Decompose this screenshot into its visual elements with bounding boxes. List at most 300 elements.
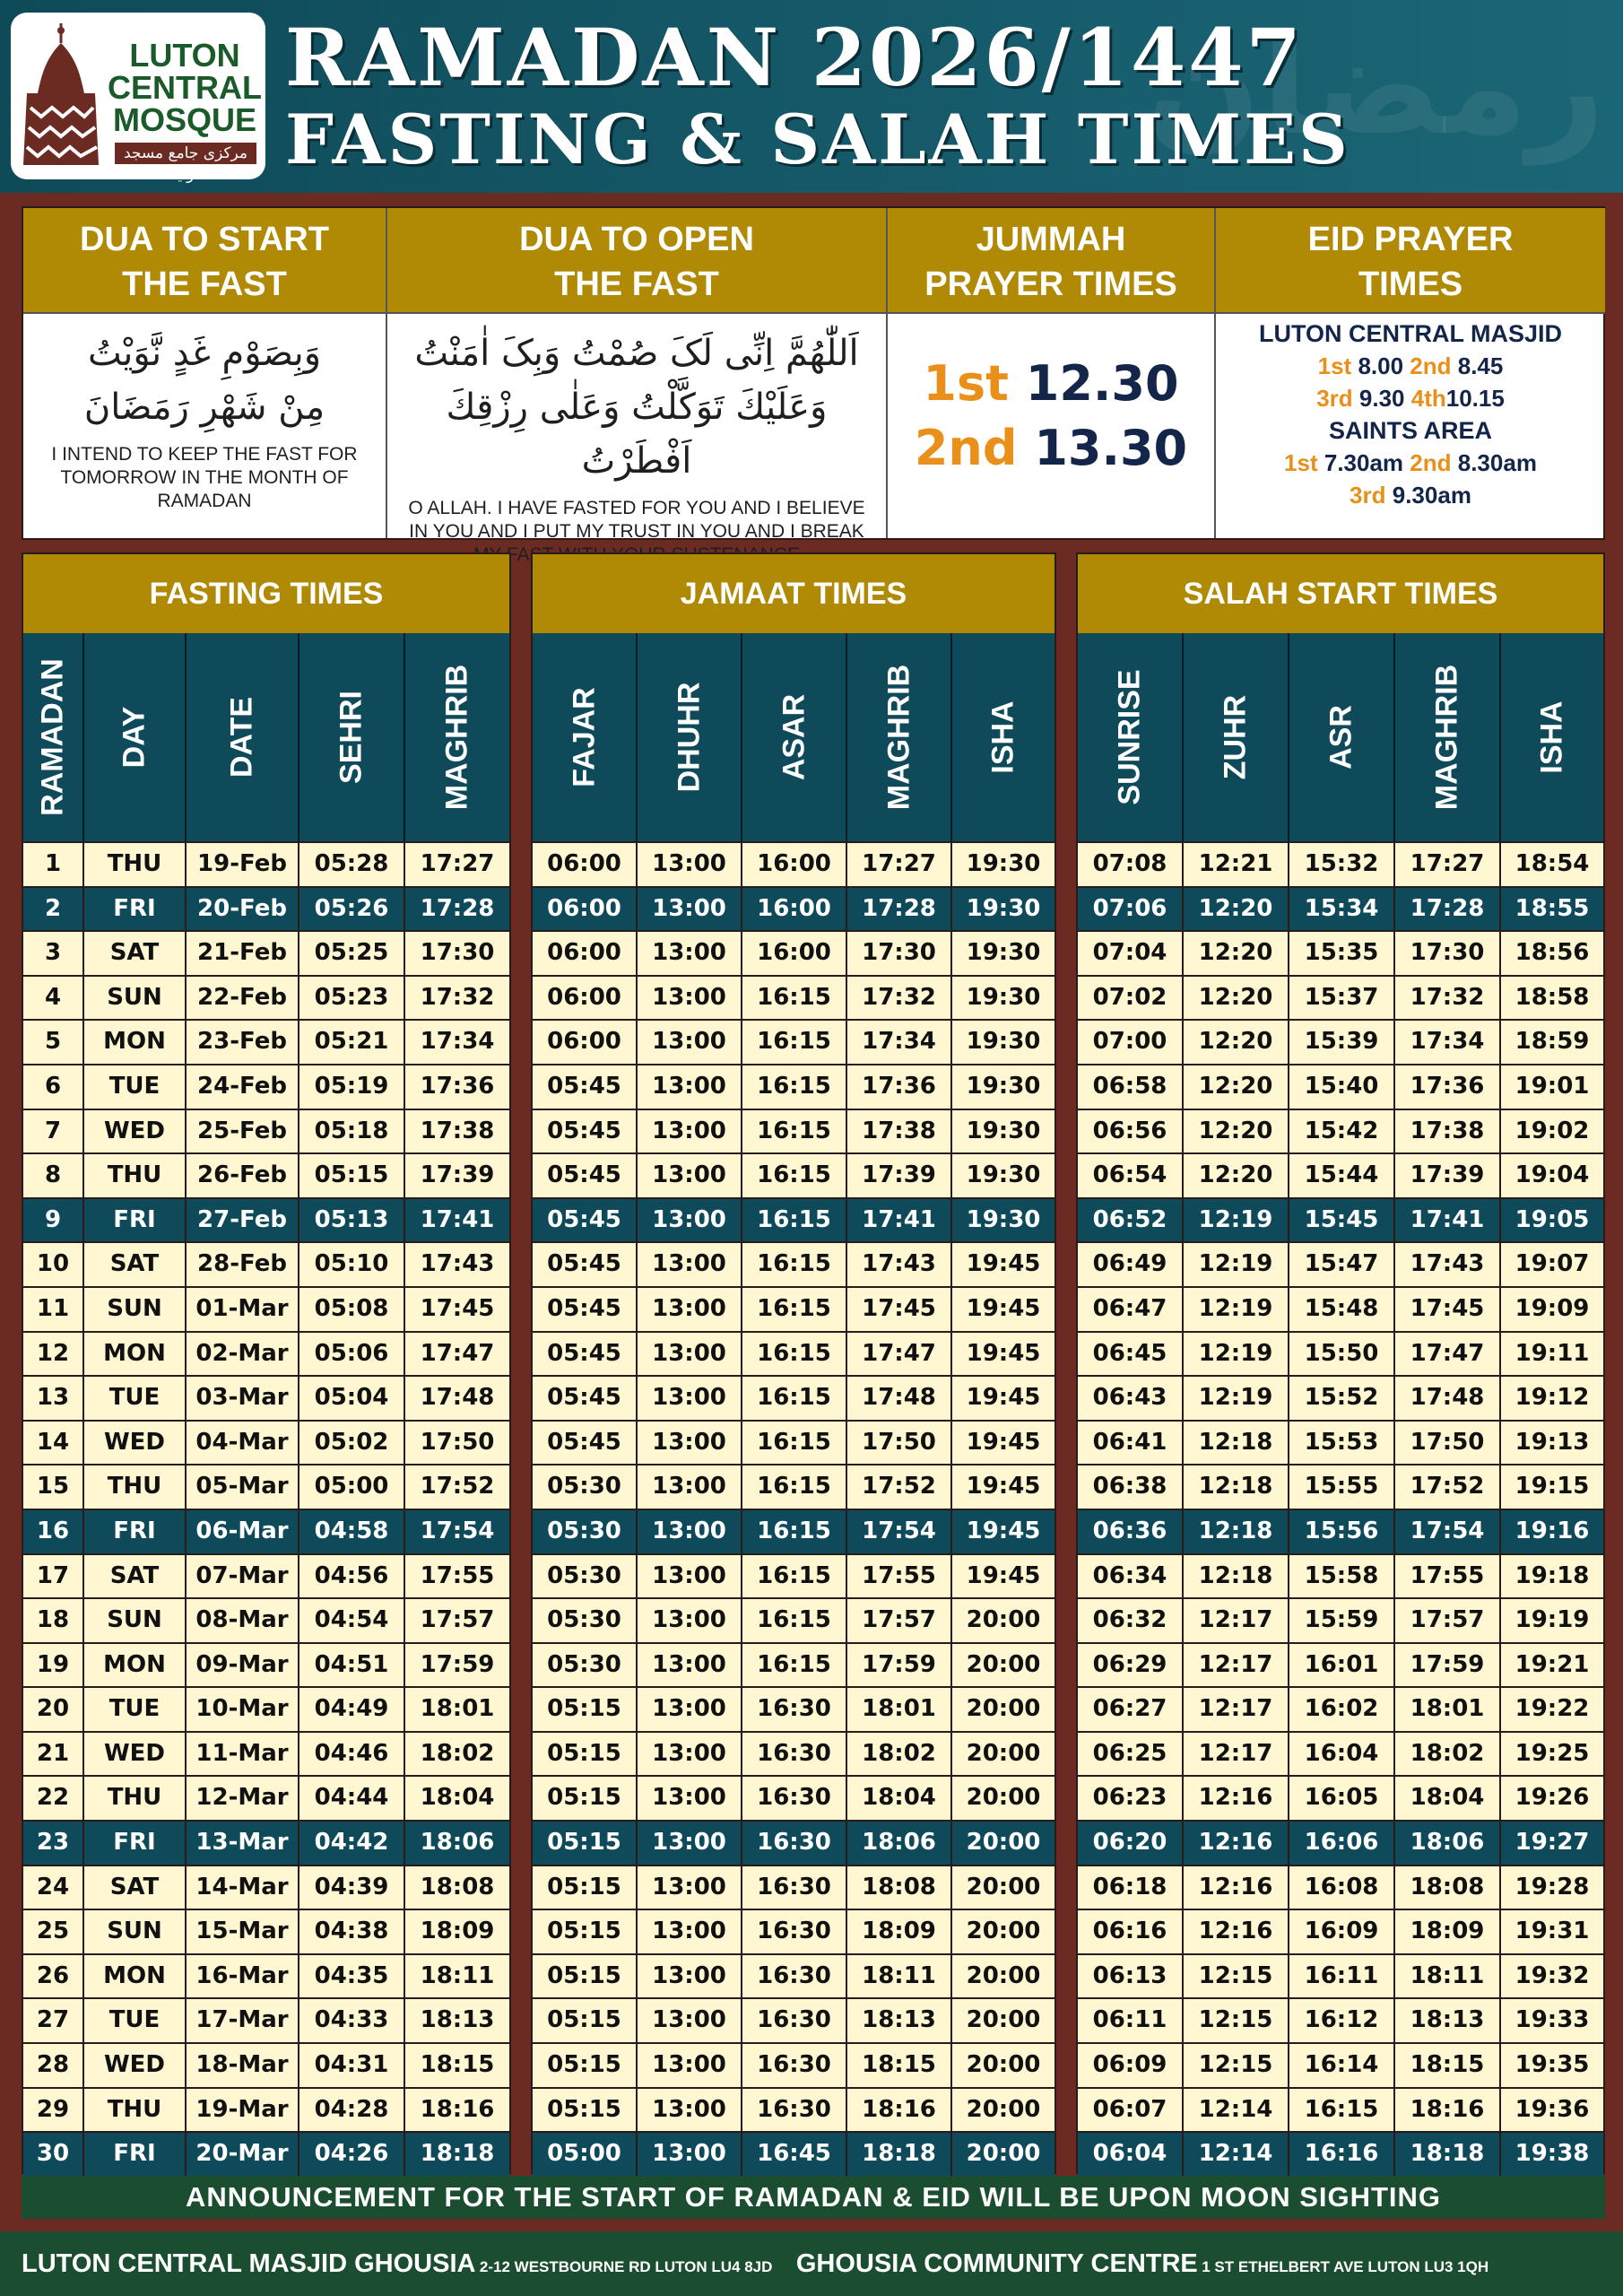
fasting-rows — [23, 841, 509, 2176]
jamaat-cell: 19:30 — [966, 894, 1041, 922]
salah-cell: 06:07 — [1078, 2089, 1184, 2132]
fasting-column-header-label: DATE — [224, 696, 259, 778]
salah-cell: 12:20 — [1184, 932, 1289, 975]
jamaat-times-table — [531, 552, 1056, 2174]
footer-community-centre-address: 1 ST ETHELBERT AVE LUTON LU3 1QH — [1202, 2258, 1489, 2275]
salah-cell: 12:17 — [1184, 1644, 1289, 1687]
jamaat-cell: 19:30 — [966, 1028, 1041, 1056]
salah-cell: 12:16 — [1184, 1866, 1289, 1909]
salah-cell: 17:45 — [1395, 1288, 1501, 1331]
salah-cell: 15:47 — [1289, 1243, 1395, 1286]
salah-column-header-label: ISHA — [1534, 700, 1569, 774]
fasting-cell: 04-Mar — [187, 1422, 299, 1465]
eid-v2-time-2: 8.30am — [1457, 449, 1537, 476]
salah-cell: 16:11 — [1289, 1955, 1395, 1998]
salah-table-row — [1078, 2042, 1603, 2087]
fasting-cell: 22 — [23, 1777, 84, 1820]
jamaat-cell: 16:30 — [742, 1688, 847, 1731]
salah-cell: 07:04 — [1078, 932, 1184, 975]
salah-cell: 15:32 — [1289, 843, 1395, 886]
fasting-cell: FRI — [84, 888, 187, 931]
jamaat-cell: 05:45 — [533, 1422, 638, 1465]
salah-cell: 12:20 — [1184, 1065, 1289, 1109]
jamaat-cell: 17:32 — [847, 977, 952, 1020]
jamaat-cell: 13:00 — [638, 1822, 742, 1865]
salah-cell: 19:07 — [1515, 1250, 1590, 1278]
fasting-table-row — [23, 1286, 509, 1331]
fasting-cell: 4 — [23, 977, 84, 1020]
fasting-cell: WED — [84, 1422, 187, 1465]
jamaat-table-row — [533, 1997, 1055, 2042]
salah-cell: 19:32 — [1515, 1961, 1590, 1989]
fasting-cell: 3 — [23, 932, 84, 975]
salah-cell: 12:21 — [1184, 843, 1289, 886]
jamaat-column-header — [533, 633, 638, 841]
fasting-cell: 04:51 — [299, 1644, 405, 1687]
jamaat-cell: 17:27 — [847, 843, 952, 886]
jamaat-cell: 13:00 — [638, 1599, 742, 1642]
jamaat-table-row — [533, 841, 1055, 886]
jamaat-cell: 17:55 — [847, 1555, 952, 1598]
fasting-cell: 25-Feb — [187, 1110, 299, 1153]
jamaat-cell: 16:30 — [742, 2089, 847, 2132]
fasting-cell: 05:19 — [299, 1065, 405, 1109]
salah-cell: 12:18 — [1184, 1465, 1289, 1509]
jamaat-cell: 17:59 — [847, 1644, 952, 1687]
fasting-table-row — [23, 1509, 509, 1553]
fasting-table-row — [23, 1197, 509, 1242]
jamaat-cell: 17:54 — [847, 1510, 952, 1553]
salah-cell: 07:08 — [1078, 843, 1184, 886]
salah-cell: 17:38 — [1395, 1110, 1501, 1153]
jamaat-cell: 05:30 — [533, 1644, 638, 1687]
salah-header-row — [1078, 633, 1603, 841]
jamaat-cell: 05:15 — [533, 1733, 638, 1776]
salah-cell: 15:40 — [1289, 1065, 1395, 1109]
jamaat-cell: 05:15 — [533, 1866, 638, 1909]
jamaat-cell: 16:30 — [742, 1866, 847, 1909]
fasting-cell: 05:18 — [299, 1110, 405, 1153]
fasting-cell: THU — [84, 1465, 187, 1509]
salah-cell: 19:09 — [1515, 1294, 1590, 1322]
salah-table-row — [1078, 1064, 1603, 1109]
jamaat-table-row — [533, 1775, 1055, 1820]
jummah-second-time — [888, 416, 1214, 481]
fasting-cell: 17:41 — [420, 1205, 495, 1233]
salah-cell: 06:16 — [1078, 1910, 1184, 1953]
salah-cell: 06:58 — [1078, 1065, 1184, 1109]
salah-cell: 19:19 — [1515, 1606, 1590, 1634]
dua-open-heading: DUA TO OPEN THE FAST — [387, 208, 886, 314]
fasting-cell: 2 — [23, 888, 84, 931]
fasting-cell: 04:56 — [299, 1555, 405, 1598]
jamaat-cell: 05:45 — [533, 1288, 638, 1331]
salah-column-header-label: MAGHRIB — [1429, 664, 1464, 811]
salah-table-row — [1078, 1019, 1603, 1064]
fasting-table-row — [23, 1820, 509, 1865]
salah-cell: 15:55 — [1289, 1465, 1395, 1509]
logo-text-mosque: MOSQUE — [112, 101, 256, 138]
salah-cell: 19:28 — [1515, 1873, 1590, 1900]
jamaat-table-row — [533, 1553, 1055, 1598]
fasting-cell: 04:58 — [299, 1510, 405, 1553]
jamaat-cell: 13:00 — [638, 2044, 742, 2087]
salah-start-times-table — [1076, 552, 1605, 2174]
salah-table-row — [1078, 1775, 1603, 1820]
jamaat-column-header — [952, 633, 1055, 841]
fasting-cell: 05:26 — [299, 888, 405, 931]
jamaat-cell: 19:45 — [966, 1428, 1041, 1456]
jamaat-cell: 18:11 — [847, 1955, 952, 1998]
salah-cell: 19:05 — [1515, 1205, 1590, 1233]
jamaat-cell: 16:15 — [742, 1644, 847, 1687]
jamaat-cell: 16:15 — [742, 1110, 847, 1153]
eid-venue-1-times-a — [1216, 350, 1605, 382]
fasting-table-row — [23, 1420, 509, 1465]
salah-cell: 18:13 — [1395, 1999, 1501, 2042]
fasting-table-row — [23, 2131, 509, 2176]
eid-venue-2-times-a — [1216, 447, 1605, 479]
fasting-cell: 03-Mar — [187, 1377, 299, 1420]
fasting-cell: 19-Feb — [187, 843, 299, 886]
jamaat-cell: 17:30 — [847, 932, 952, 975]
fasting-cell: 17 — [23, 1555, 84, 1598]
fasting-cell: 26-Feb — [187, 1154, 299, 1197]
dua-start-heading: DUA TO START THE FAST — [23, 208, 386, 314]
salah-cell: 18:55 — [1515, 894, 1590, 922]
salah-cell: 19:33 — [1515, 2006, 1590, 2034]
dua-open-arabic — [387, 326, 886, 488]
jamaat-cell: 16:30 — [742, 2044, 847, 2087]
jamaat-cell: 20:00 — [966, 1784, 1041, 1812]
salah-cell: 17:27 — [1395, 843, 1501, 886]
jamaat-cell: 13:00 — [638, 1733, 742, 1776]
footer-masjid-address: 2-12 WESTBOURNE RD LUTON LU4 8JD — [479, 2258, 773, 2275]
fasting-cell: 17:38 — [420, 1117, 495, 1144]
jamaat-table-row — [533, 1686, 1055, 1731]
fasting-cell: 04:54 — [299, 1599, 405, 1642]
jamaat-cell: 05:15 — [533, 1955, 638, 1998]
fasting-cell: 01-Mar — [187, 1288, 299, 1331]
fasting-cell: 18 — [23, 1599, 84, 1642]
fasting-cell: SAT — [84, 1243, 187, 1286]
jamaat-cell: 17:48 — [847, 1377, 952, 1420]
jamaat-cell: 19:45 — [966, 1473, 1041, 1500]
jamaat-cell: 16:00 — [742, 932, 847, 975]
jamaat-cell: 20:00 — [966, 2095, 1041, 2123]
fasting-table-row — [23, 2087, 509, 2132]
jamaat-cell: 16:15 — [742, 1199, 847, 1242]
jamaat-cell: 13:00 — [638, 1021, 742, 1064]
fasting-column-header — [187, 633, 299, 841]
salah-cell: 18:11 — [1395, 1955, 1501, 1998]
fasting-cell: 17:45 — [420, 1294, 495, 1322]
jamaat-cell: 18:01 — [847, 1688, 952, 1731]
fasting-cell: SUN — [84, 977, 187, 1020]
fasting-cell: 05:21 — [299, 1021, 405, 1064]
jummah-heading: JUMMAH PRAYER TIMES — [888, 208, 1214, 314]
fasting-cell: 04:38 — [299, 1910, 405, 1953]
fasting-table-row — [23, 1241, 509, 1286]
fasting-table-row — [23, 1997, 509, 2042]
fasting-cell: TUE — [84, 1065, 187, 1109]
jamaat-table-row — [533, 1375, 1055, 1420]
fasting-cell: 11-Mar — [187, 1733, 299, 1776]
fasting-cell: 10-Mar — [187, 1688, 299, 1731]
salah-cell: 12:14 — [1184, 2133, 1289, 2176]
fasting-cell: 17:52 — [420, 1473, 495, 1500]
fasting-table-row — [23, 1775, 509, 1820]
jamaat-column-header — [638, 633, 742, 841]
fasting-cell: 12-Mar — [187, 1777, 299, 1820]
header-banner — [0, 0, 1623, 193]
jamaat-cell: 16:30 — [742, 1910, 847, 1953]
jamaat-cell: 18:09 — [847, 1910, 952, 1953]
fasting-table-row — [23, 1152, 509, 1197]
salah-cell: 17:55 — [1395, 1555, 1501, 1598]
fasting-cell: 18:18 — [420, 2140, 495, 2168]
fasting-cell: 15-Mar — [187, 1910, 299, 1953]
jamaat-table-row — [533, 2042, 1055, 2087]
salah-table-row — [1078, 1241, 1603, 1286]
jamaat-cell: 05:45 — [533, 1199, 638, 1242]
jamaat-cell: 13:00 — [638, 1955, 742, 1998]
fasting-table-row — [23, 1109, 509, 1153]
eid-v2-label-3: 3rd — [1350, 482, 1386, 509]
salah-table-row — [1078, 1553, 1603, 1598]
salah-cell: 06:54 — [1078, 1154, 1184, 1197]
jamaat-cell: 13:00 — [638, 1110, 742, 1153]
salah-cell: 06:36 — [1078, 1510, 1184, 1553]
salah-column-header — [1289, 633, 1395, 841]
fasting-cell: 17:57 — [420, 1606, 495, 1634]
fasting-cell: 17:32 — [420, 983, 495, 1011]
jamaat-column-header-label: ISHA — [985, 700, 1020, 774]
salah-cell: 16:16 — [1289, 2133, 1395, 2176]
jamaat-cell: 13:00 — [638, 1777, 742, 1820]
eid-column — [1216, 208, 1605, 538]
salah-cell: 19:15 — [1515, 1473, 1590, 1500]
fasting-column-header — [299, 633, 405, 841]
salah-cell: 12:15 — [1184, 1955, 1289, 1998]
jamaat-cell: 20:00 — [966, 1918, 1041, 1945]
salah-cell: 17:32 — [1395, 977, 1501, 1020]
fasting-times-table — [22, 552, 511, 2174]
jamaat-cell: 19:45 — [966, 1294, 1041, 1322]
jamaat-cell: 05:30 — [533, 1555, 638, 1598]
mosque-dome-icon — [18, 23, 104, 170]
salah-cell: 15:37 — [1289, 977, 1395, 1020]
fasting-cell: 17:43 — [420, 1250, 495, 1278]
salah-cell: 12:19 — [1184, 1288, 1289, 1331]
salah-cell: 12:19 — [1184, 1243, 1289, 1286]
fasting-cell: 20 — [23, 1688, 84, 1731]
salah-cell: 16:12 — [1289, 1999, 1395, 2042]
salah-cell: 06:20 — [1078, 1822, 1184, 1865]
jamaat-cell: 13:00 — [638, 888, 742, 931]
fasting-cell: THU — [84, 1777, 187, 1820]
fasting-cell: 18:15 — [420, 2051, 495, 2079]
jamaat-cell: 20:00 — [966, 1829, 1041, 1857]
fasting-cell: 05:00 — [299, 1465, 405, 1509]
fasting-cell: TUE — [84, 1377, 187, 1420]
salah-cell: 12:15 — [1184, 2044, 1289, 2087]
jamaat-cell: 05:45 — [533, 1154, 638, 1197]
fasting-table-row — [23, 1464, 509, 1509]
jamaat-cell: 17:50 — [847, 1422, 952, 1465]
fasting-column-header — [23, 633, 84, 841]
jamaat-cell: 18:18 — [847, 2133, 952, 2176]
fasting-cell: 05:10 — [299, 1243, 405, 1286]
fasting-table-row — [23, 1909, 509, 1953]
eid-v1-label-4: 4th — [1410, 385, 1446, 412]
salah-cell: 18:15 — [1395, 2044, 1501, 2087]
fasting-cell: 24-Feb — [187, 1065, 299, 1109]
fasting-cell: 23 — [23, 1822, 84, 1865]
fasting-cell: 04:42 — [299, 1822, 405, 1865]
eid-venue-1: LUTON CENTRAL MASJID — [1258, 320, 1562, 347]
salah-cell: 19:18 — [1515, 1561, 1590, 1589]
jamaat-cell: 17:41 — [847, 1199, 952, 1242]
jamaat-table-row — [533, 2087, 1055, 2132]
salah-cell: 12:17 — [1184, 1733, 1289, 1776]
salah-cell: 18:08 — [1395, 1866, 1501, 1909]
salah-column-header-label: SUNRISE — [1112, 669, 1147, 805]
salah-cell: 06:38 — [1078, 1465, 1184, 1509]
salah-cell: 18:58 — [1515, 983, 1590, 1011]
fasting-cell: SAT — [84, 1866, 187, 1909]
salah-table-row — [1078, 1953, 1603, 1998]
fasting-table-row — [23, 1865, 509, 1909]
salah-cell: 07:06 — [1078, 888, 1184, 931]
fasting-cell: 19-Mar — [187, 2089, 299, 2132]
jamaat-cell: 17:39 — [847, 1154, 952, 1197]
fasting-column-header-label: SEHRI — [334, 691, 369, 784]
fasting-cell: 17:59 — [420, 1650, 495, 1678]
salah-cell: 06:04 — [1078, 2133, 1184, 2176]
fasting-column-header — [84, 633, 187, 841]
salah-cell: 15:59 — [1289, 1599, 1395, 1642]
salah-cell: 15:44 — [1289, 1154, 1395, 1197]
jamaat-cell: 13:00 — [638, 1199, 742, 1242]
jamaat-cell: 20:00 — [966, 2051, 1041, 2079]
salah-cell: 15:45 — [1289, 1199, 1395, 1242]
jamaat-cell: 20:00 — [966, 2006, 1041, 2034]
fasting-cell: 18:16 — [420, 2095, 495, 2123]
salah-cell: 19:02 — [1515, 1117, 1590, 1144]
jamaat-cell: 13:00 — [638, 977, 742, 1020]
fasting-cell: 10 — [23, 1243, 84, 1286]
jamaat-cell: 06:00 — [533, 843, 638, 886]
salah-cell: 18:02 — [1395, 1733, 1501, 1776]
salah-cell: 12:20 — [1184, 1110, 1289, 1153]
salah-cell: 12:20 — [1184, 888, 1289, 931]
fasting-cell: 17:27 — [420, 850, 495, 877]
salah-cell: 16:09 — [1289, 1910, 1395, 1953]
salah-table-row — [1078, 1642, 1603, 1687]
jamaat-column-header-label: ASAR — [777, 693, 811, 781]
ramadan-arabic-watermark: رمضان — [1146, 9, 1605, 165]
jamaat-cell: 05:00 — [533, 2133, 638, 2176]
jamaat-cell: 06:00 — [533, 977, 638, 1020]
fasting-cell: 22-Feb — [187, 977, 299, 1020]
jamaat-cell: 19:45 — [966, 1384, 1041, 1412]
salah-cell: 19:12 — [1515, 1384, 1590, 1412]
jamaat-cell: 16:00 — [742, 843, 847, 886]
jamaat-cell: 17:38 — [847, 1110, 952, 1153]
eid-v2-label-2: 2nd — [1410, 449, 1452, 476]
salah-cell: 19:27 — [1515, 1829, 1590, 1857]
fasting-cell: 05:23 — [299, 977, 405, 1020]
salah-cell: 06:13 — [1078, 1955, 1184, 1998]
jamaat-cell: 05:15 — [533, 1910, 638, 1953]
jamaat-cell: 20:00 — [966, 1739, 1041, 1767]
salah-cell: 12:18 — [1184, 1555, 1289, 1598]
eid-venue-2: SAINTS AREA — [1328, 417, 1492, 444]
fasting-cell: 17:30 — [420, 939, 495, 967]
jamaat-cell: 13:00 — [638, 2133, 742, 2176]
fasting-column-header-label: RAMADAN — [35, 658, 70, 816]
salah-cell: 16:14 — [1289, 2044, 1395, 2087]
salah-cell: 18:04 — [1395, 1777, 1501, 1820]
fasting-cell: 17:55 — [420, 1561, 495, 1589]
salah-table-row — [1078, 886, 1603, 931]
salah-start-times-title: SALAH START TIMES — [1078, 554, 1603, 633]
eid-v1-label-2: 2nd — [1410, 352, 1452, 379]
fasting-cell: 08-Mar — [187, 1599, 299, 1642]
salah-cell: 16:02 — [1289, 1688, 1395, 1731]
salah-rows — [1078, 841, 1603, 2176]
fasting-cell: 14 — [23, 1422, 84, 1465]
jamaat-cell: 16:15 — [742, 1510, 847, 1553]
fasting-cell: 17:48 — [420, 1384, 495, 1412]
fasting-cell: 05:13 — [299, 1199, 405, 1242]
fasting-cell: 27 — [23, 1999, 84, 2042]
jamaat-cell: 16:30 — [742, 1777, 847, 1820]
fasting-cell: 17:39 — [420, 1161, 495, 1189]
eid-v1-label-3: 3rd — [1316, 385, 1353, 412]
salah-cell: 17:54 — [1395, 1510, 1501, 1553]
jamaat-table-row — [533, 1953, 1055, 1998]
jamaat-table-row — [533, 886, 1055, 931]
fasting-times-title: FASTING TIMES — [23, 554, 509, 633]
fasting-cell: 05:25 — [299, 932, 405, 975]
dua-open-arabic-line-1: اَللّٰهُمَّ اِنِّی لَکَ صُمْتُ وَبِکَ اٰمَنْتُ — [414, 333, 859, 374]
eid-v1-time-2: 8.45 — [1457, 352, 1504, 379]
jamaat-cell: 05:45 — [533, 1243, 638, 1286]
dua-open-english: O ALLAH. I HAVE FASTED FOR YOU AND I BELIEVE IN YOU AND I PUT MY TRUST IN YOU AND I BREAK FAST — [408, 498, 865, 565]
fasting-cell: 13 — [23, 1377, 84, 1420]
jamaat-cell: 16:15 — [742, 1333, 847, 1376]
eid-v2-label-1: 1st — [1284, 449, 1318, 476]
fasting-cell: 18:01 — [420, 1695, 495, 1723]
dua-start-column — [23, 208, 387, 538]
jamaat-cell: 16:15 — [742, 977, 847, 1020]
fasting-cell: 06-Mar — [187, 1510, 299, 1553]
fasting-cell: 29 — [23, 2089, 84, 2132]
dua-start-arabic-line-1: وَبِصَوْمِ غَدٍ نَّوَيْتُ — [87, 333, 322, 374]
jamaat-cell: 16:15 — [742, 1465, 847, 1509]
jamaat-cell: 16:45 — [742, 2133, 847, 2176]
fasting-cell: 16-Mar — [187, 1955, 299, 1998]
fasting-cell: FRI — [84, 1822, 187, 1865]
fasting-cell: 18:06 — [420, 1829, 495, 1857]
jamaat-cell: 19:30 — [966, 1072, 1041, 1100]
fasting-table-row — [23, 1642, 509, 1687]
salah-cell: 19:26 — [1515, 1784, 1590, 1812]
jamaat-cell: 17:57 — [847, 1599, 952, 1642]
jamaat-cell: 19:30 — [966, 850, 1041, 877]
